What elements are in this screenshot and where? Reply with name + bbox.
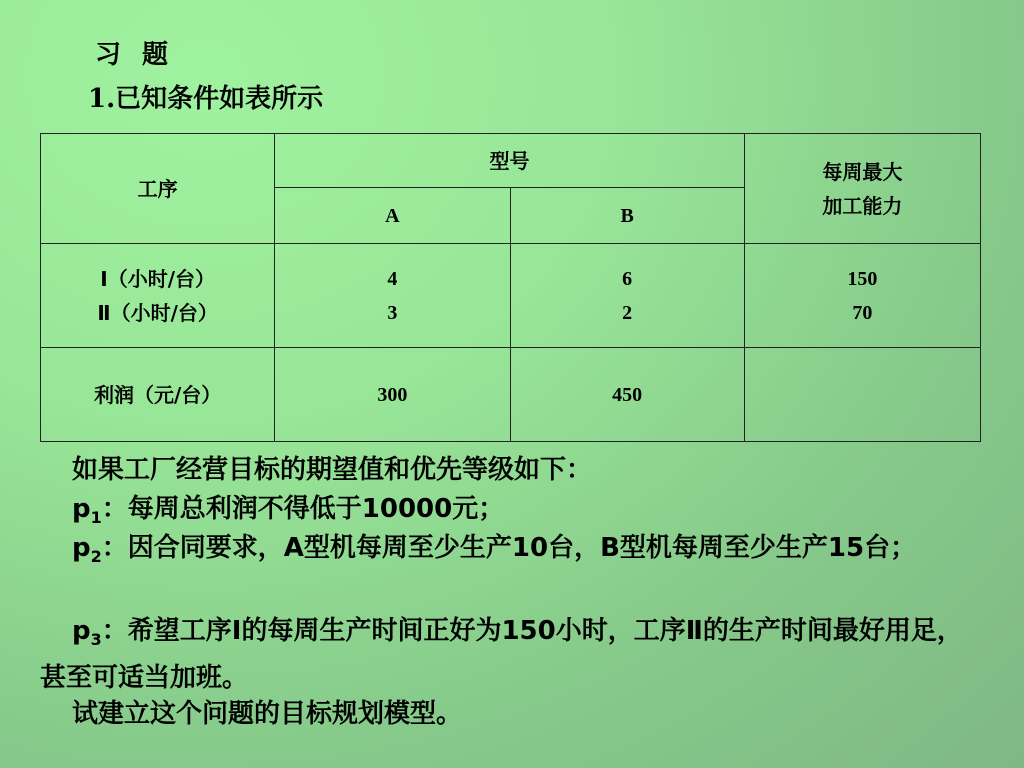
a-process-1-hours: 4 <box>387 267 398 290</box>
capacity-header <box>744 134 980 244</box>
b-process-1-hours: 6 <box>622 267 633 290</box>
goals-intro: 如果工厂经营目标的期望值和优先等级如下： <box>72 455 593 485</box>
process-1-capacity: 150 <box>847 267 878 290</box>
goal-p2 <box>40 529 980 576</box>
capacity-cell <box>744 244 980 348</box>
model-a-hours-cell <box>275 244 510 348</box>
model-b-header: B <box>510 188 744 244</box>
capacity-header-line1: 每周最大 <box>822 159 903 184</box>
profit-label: 利润（元/台） <box>41 348 275 442</box>
p1-letter: p <box>72 494 91 524</box>
problem-number: 1. <box>88 84 116 114</box>
p2-letter: p <box>72 533 91 563</box>
p3-letter: p <box>72 616 91 646</box>
p3-text: ：希望工序Ⅰ的每周生产时间正好为150小时，工序Ⅱ的生产时间最好用足，甚至可适当加班。 <box>40 616 963 694</box>
conditions-table <box>40 133 981 442</box>
process-header: 工序 <box>41 134 275 244</box>
problem-statement <box>88 78 323 115</box>
model-a-header: A <box>275 188 510 244</box>
model-header: 型号 <box>275 134 744 188</box>
p3-subscript: 3 <box>90 630 102 650</box>
profit-b: 450 <box>510 348 744 442</box>
model-b-hours-cell <box>510 244 744 348</box>
profit-capacity-empty <box>744 348 980 442</box>
process-1-label: Ⅰ（小时/台） <box>100 266 216 291</box>
a-process-2-hours: 3 <box>387 301 398 324</box>
b-process-2-hours: 2 <box>622 301 633 324</box>
p2-subscript: 2 <box>90 547 102 567</box>
closing-question: 试建立这个问题的目标规划模型。 <box>72 699 463 729</box>
goal-p3 <box>40 612 980 698</box>
process-2-capacity: 70 <box>852 301 873 324</box>
process-labels-cell <box>41 244 275 348</box>
p2-text: ：因合同要求，A型机每周至少生产10台，B型机每周至少生产15台； <box>101 533 917 563</box>
profit-a: 300 <box>275 348 510 442</box>
capacity-header-line2: 加工能力 <box>822 193 903 218</box>
p1-subscript: 1 <box>90 508 102 528</box>
p1-text: ：每周总利润不得低于10000元； <box>101 494 505 524</box>
problem-intro: 已知条件如表所示 <box>115 84 324 114</box>
process-2-label: Ⅱ（小时/台） <box>97 300 218 325</box>
exercise-title: 习 题 <box>95 40 175 70</box>
